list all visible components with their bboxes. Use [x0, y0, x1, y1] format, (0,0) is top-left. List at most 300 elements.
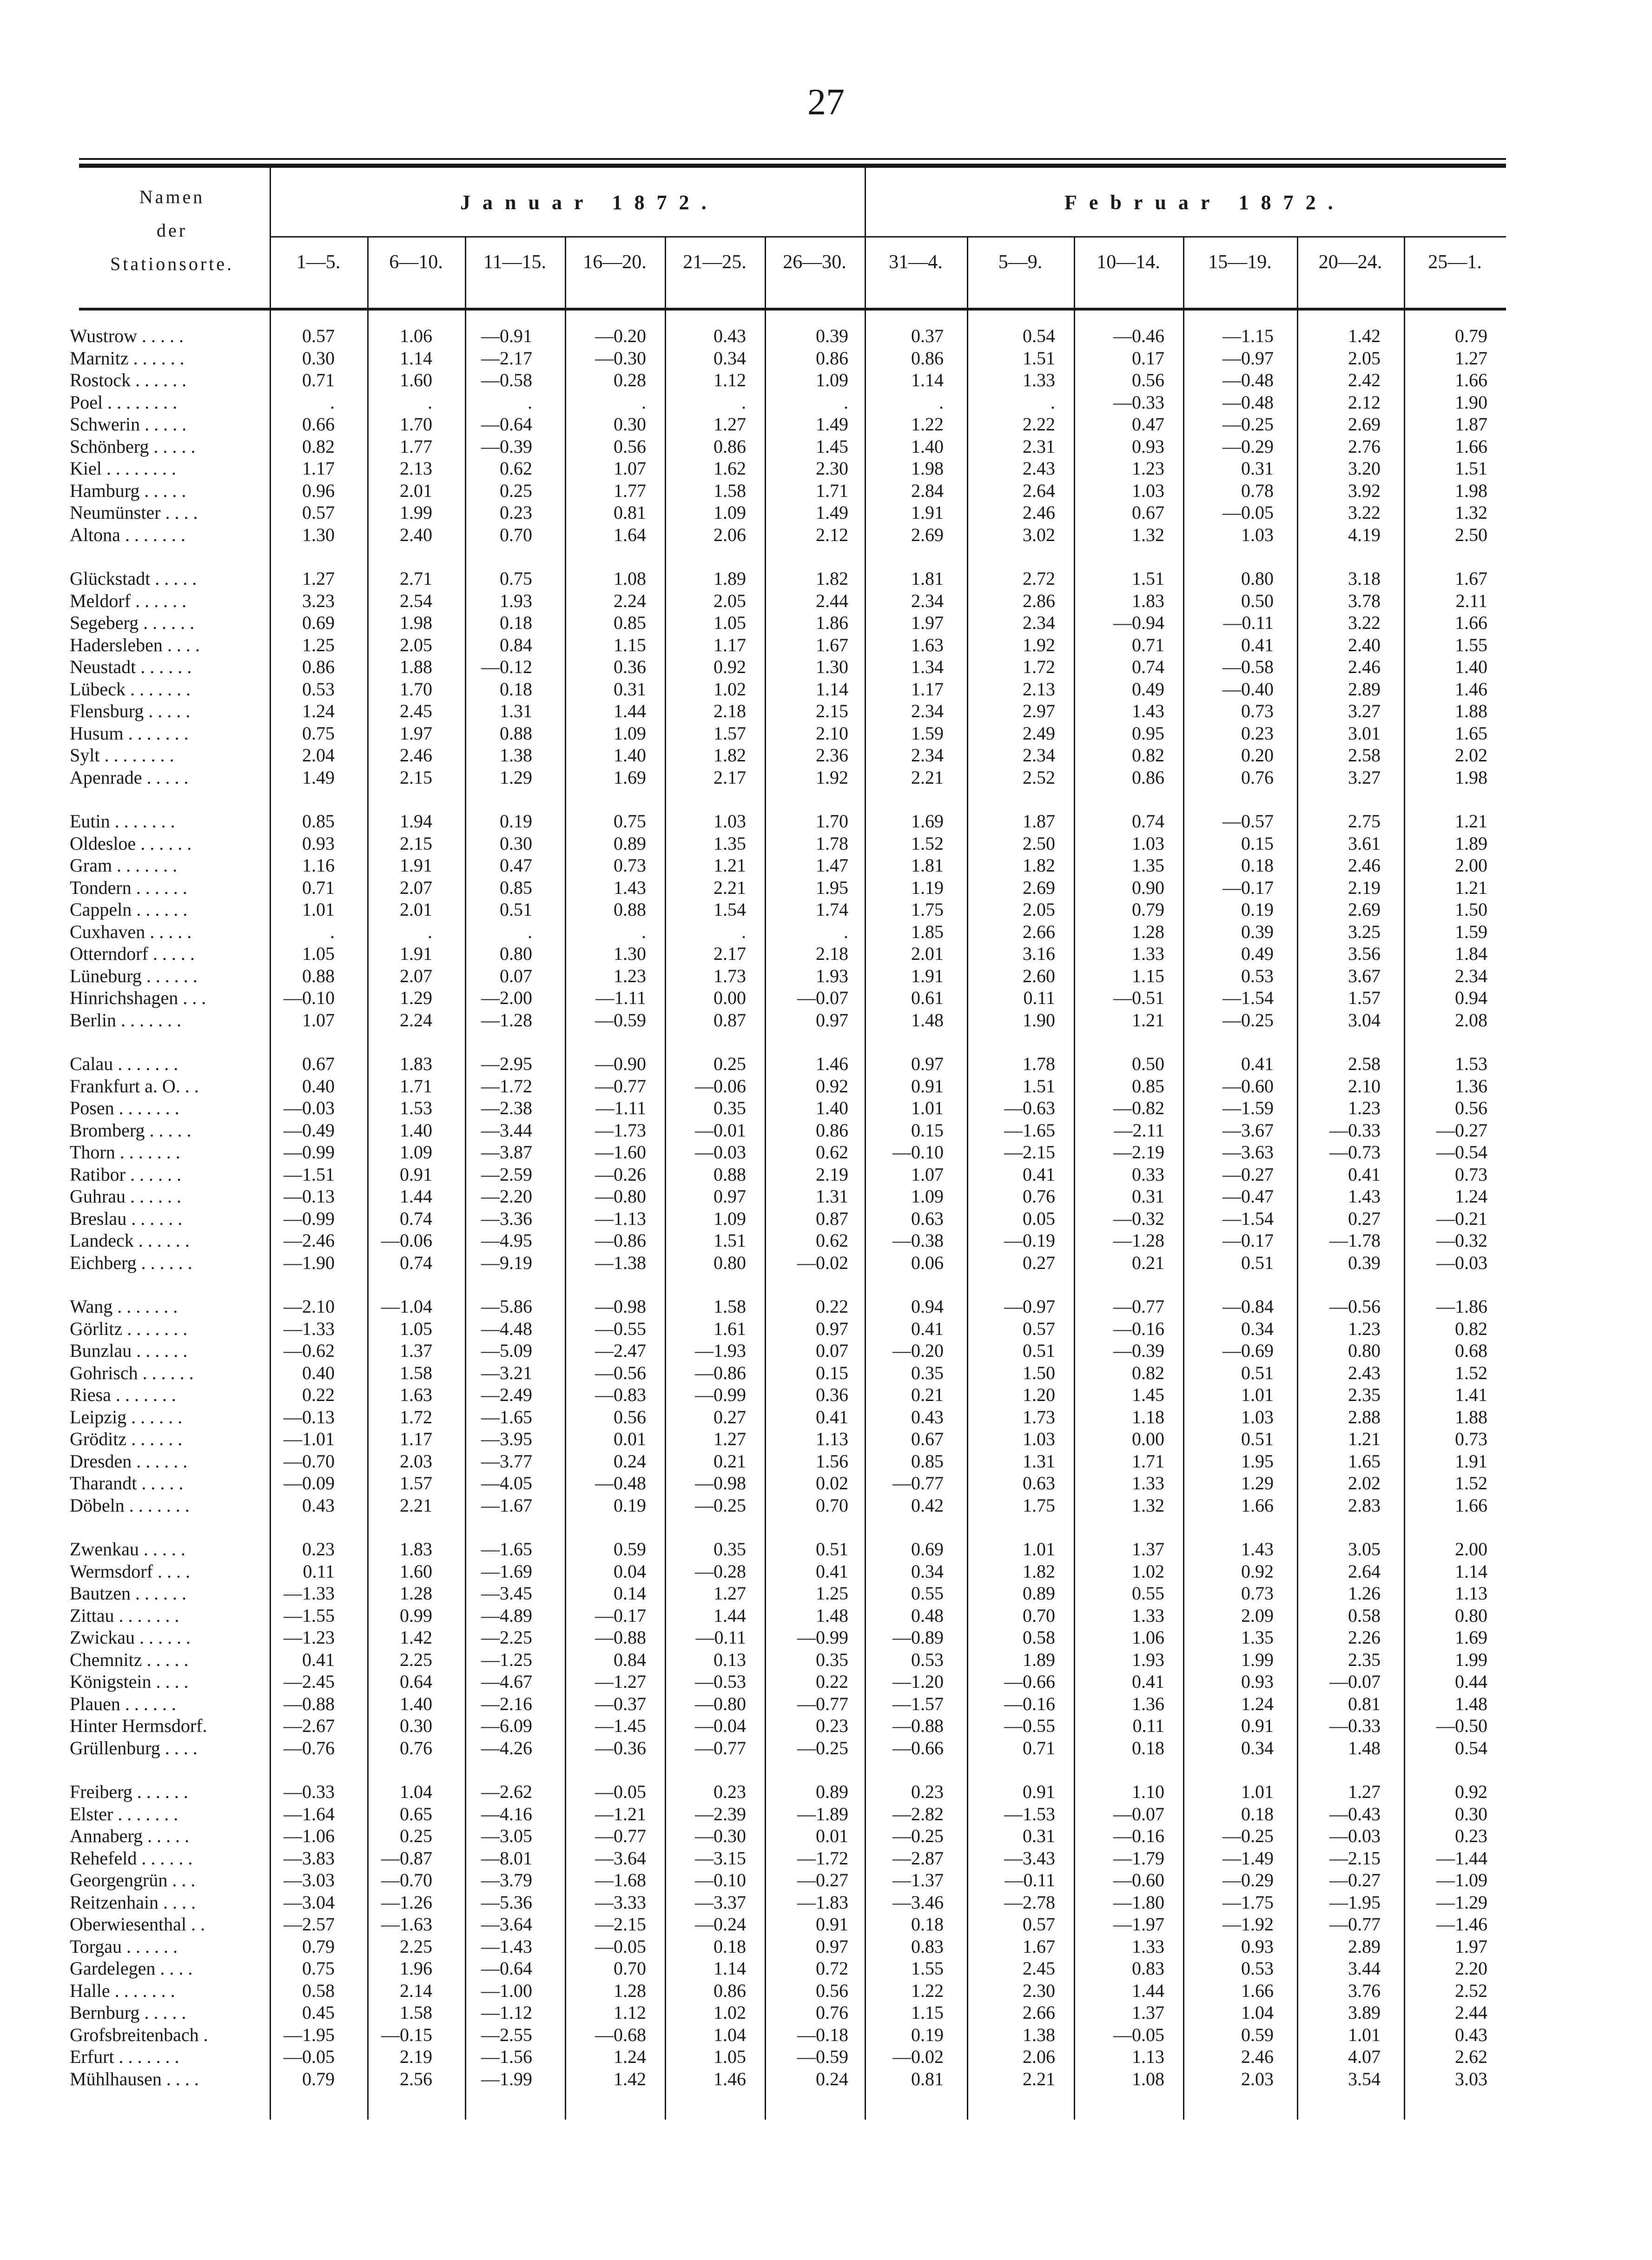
table-cell: 0.87 — [816, 1208, 848, 1229]
table-cell: —3.95 — [481, 1428, 532, 1449]
table-cell: —2.15 — [1004, 1142, 1055, 1163]
table-cell: 1.05 — [400, 1318, 432, 1339]
table-cell: —0.38 — [892, 1230, 944, 1251]
table-cell: 0.91 — [816, 1914, 848, 1935]
table-cell: 1.36 — [1132, 1693, 1164, 1714]
table-cell: —1.72 — [797, 1848, 848, 1869]
station-name: Bunzlau . . . . . . — [70, 1340, 188, 1361]
station-name: Wustrow . . . . . — [70, 325, 184, 346]
table-cell: —0.09 — [284, 1473, 335, 1493]
table-row — [0, 1561, 1652, 1582]
table-cell: 1.09 — [714, 502, 746, 523]
table-cell: 0.67 — [911, 1428, 944, 1449]
table-cell: 0.59 — [1241, 2024, 1274, 2045]
table-cell: 1.44 — [1132, 1980, 1164, 2001]
table-cell: 3.02 — [1023, 524, 1055, 545]
table-cell: —0.02 — [797, 1252, 848, 1273]
table-cell: —2.16 — [481, 1693, 532, 1714]
station-name: Apenrade . . . . . — [70, 767, 189, 788]
table-cell: —0.54 — [1436, 1142, 1487, 1163]
table-cell: —0.07 — [797, 987, 848, 1008]
table-cell: 2.64 — [1023, 480, 1055, 501]
table-cell: —0.97 — [1222, 348, 1274, 369]
table-cell: 0.92 — [1455, 1781, 1487, 1802]
table-cell: —3.04 — [284, 1892, 335, 1913]
table-cell: 0.94 — [1455, 987, 1487, 1008]
table-cell: —2.19 — [1113, 1142, 1164, 1163]
table-cell: 0.05 — [1023, 1208, 1055, 1229]
table-cell: 1.67 — [816, 634, 848, 655]
table-cell: 0.37 — [911, 325, 944, 346]
table-cell: 0.70 — [816, 1495, 848, 1516]
table-cell: 1.67 — [1455, 568, 1487, 589]
table-row — [0, 1120, 1652, 1141]
table-cell: —0.25 — [797, 1738, 848, 1758]
table-cell: 1.15 — [911, 2002, 944, 2023]
table-cell: 2.34 — [1023, 745, 1055, 766]
column-header: 16—20. — [583, 251, 647, 273]
table-cell: 1.01 — [1348, 2024, 1381, 2045]
table-row — [0, 767, 1652, 788]
table-cell: —0.88 — [284, 1693, 335, 1714]
table-cell: 0.51 — [1241, 1252, 1274, 1273]
table-cell: 1.50 — [1455, 899, 1487, 920]
table-cell: 0.92 — [714, 656, 746, 677]
table-cell: 0.43 — [911, 1407, 944, 1427]
table-cell: 0.90 — [1132, 877, 1164, 898]
station-name: Meldorf . . . . . . — [70, 590, 187, 611]
table-cell: 0.34 — [714, 348, 746, 369]
station-name: Tondern . . . . . . — [70, 877, 187, 898]
table-cell: 0.43 — [714, 325, 746, 346]
station-name: Georgengrün . . . — [70, 1870, 196, 1890]
table-cell: 0.89 — [816, 1781, 848, 1802]
table-cell: —0.16 — [1004, 1693, 1055, 1714]
table-row — [0, 2024, 1652, 2046]
station-name: Leipzig . . . . . . — [70, 1407, 183, 1427]
table-cell: 1.37 — [400, 1340, 432, 1361]
table-cell: —0.57 — [1222, 811, 1274, 832]
station-name: Gröditz . . . . . . — [70, 1428, 183, 1449]
table-cell: 0.79 — [1455, 325, 1487, 346]
table-cell: 0.07 — [500, 965, 532, 986]
table-cell: —0.39 — [1113, 1340, 1164, 1361]
station-name: Neustadt . . . . . . — [70, 656, 192, 677]
table-cell: 1.95 — [816, 877, 848, 898]
table-cell: —0.11 — [695, 1627, 746, 1648]
table-cell: . — [528, 392, 532, 413]
table-cell: 1.07 — [302, 1010, 335, 1031]
table-cell: —4.89 — [481, 1605, 532, 1626]
table-cell: 0.23 — [302, 1539, 335, 1560]
table-row — [0, 943, 1652, 965]
column-header: 11—15. — [483, 251, 546, 273]
table-cell: —4.48 — [481, 1318, 532, 1339]
table-cell: 1.35 — [1132, 855, 1164, 876]
table-cell: 0.55 — [1132, 1583, 1164, 1604]
table-cell: —1.99 — [481, 2068, 532, 2089]
table-cell: 0.74 — [1132, 656, 1164, 677]
table-cell: 0.74 — [1132, 811, 1164, 832]
table-cell: 1.47 — [816, 855, 848, 876]
table-cell: 0.44 — [1455, 1671, 1487, 1692]
table-cell: 2.44 — [816, 590, 848, 611]
table-row — [0, 1208, 1652, 1229]
table-cell: 1.81 — [911, 568, 944, 589]
table-cell: 0.80 — [714, 1252, 746, 1273]
table-cell: —1.46 — [1436, 1914, 1487, 1935]
table-cell: 1.05 — [302, 943, 335, 964]
table-cell: 2.04 — [302, 745, 335, 766]
station-name: Erfurt . . . . . . . — [70, 2046, 179, 2067]
table-cell: —0.66 — [892, 1738, 944, 1758]
table-cell: —0.77 — [797, 1693, 848, 1714]
table-cell: 0.75 — [614, 811, 646, 832]
station-name: Marnitz . . . . . . — [70, 348, 185, 369]
table-cell: —1.60 — [595, 1142, 646, 1163]
table-cell: 0.82 — [1132, 745, 1164, 766]
table-cell: 1.58 — [714, 1296, 746, 1317]
table-cell: 1.69 — [911, 811, 944, 832]
table-cell: —0.06 — [695, 1076, 746, 1097]
table-cell: 2.45 — [400, 700, 432, 721]
table-cell: 0.41 — [1132, 1671, 1164, 1692]
table-cell: 1.24 — [1455, 1186, 1487, 1207]
table-cell: 0.23 — [911, 1781, 944, 1802]
table-cell: . — [939, 392, 944, 413]
table-cell: —0.24 — [695, 1914, 746, 1935]
table-cell: —0.32 — [1113, 1208, 1164, 1229]
table-cell: 1.98 — [1455, 767, 1487, 788]
table-row — [0, 1605, 1652, 1626]
table-cell: 0.51 — [1241, 1362, 1274, 1383]
station-name: Sylt . . . . . . . . — [70, 745, 174, 766]
station-name: Breslau . . . . . . — [70, 1208, 183, 1229]
table-cell: 2.15 — [400, 833, 432, 854]
station-header-line1: Namen — [139, 186, 205, 207]
table-cell: . — [330, 392, 335, 413]
table-cell: —0.25 — [1222, 1010, 1274, 1031]
table-row — [0, 1804, 1652, 1825]
table-cell: 2.89 — [1348, 679, 1381, 700]
table-cell: —0.76 — [284, 1738, 335, 1758]
table-cell: 1.29 — [1241, 1473, 1274, 1493]
table-row — [0, 634, 1652, 656]
table-cell: 0.51 — [500, 899, 532, 920]
table-cell: —1.44 — [1436, 1848, 1487, 1869]
table-cell: —1.64 — [284, 1804, 335, 1824]
table-cell: 1.91 — [911, 965, 944, 986]
table-cell: 0.88 — [714, 1164, 746, 1185]
table-cell: —2.82 — [892, 1804, 944, 1824]
table-cell: 1.91 — [400, 943, 432, 964]
table-cell: 0.81 — [1348, 1693, 1381, 1714]
table-cell: 0.62 — [816, 1142, 848, 1163]
table-cell: 1.15 — [614, 634, 646, 655]
station-name: Hadersleben . . . . — [70, 634, 200, 655]
table-cell: 1.06 — [1132, 1627, 1164, 1648]
station-name: Schönberg . . . . . — [70, 436, 196, 457]
table-cell: 0.18 — [1132, 1738, 1164, 1758]
table-cell: —1.04 — [381, 1296, 432, 1317]
table-cell: —0.37 — [595, 1693, 646, 1714]
table-cell: 1.51 — [714, 1230, 746, 1251]
station-name: Hamburg . . . . . — [70, 480, 186, 501]
table-cell: 1.63 — [911, 634, 944, 655]
table-row — [0, 1980, 1652, 2002]
table-row — [0, 1428, 1652, 1450]
table-cell: 0.11 — [1023, 987, 1055, 1008]
table-cell: 0.41 — [816, 1407, 848, 1427]
table-cell: 1.71 — [816, 480, 848, 501]
table-cell: 1.27 — [714, 1428, 746, 1449]
table-cell: 1.98 — [911, 458, 944, 479]
table-cell: 1.72 — [1023, 656, 1055, 677]
table-cell: 0.35 — [816, 1649, 848, 1670]
table-cell: 0.81 — [911, 2068, 944, 2089]
table-cell: —0.53 — [695, 1671, 746, 1692]
table-cell: 0.40 — [302, 1362, 335, 1383]
table-cell: 0.00 — [714, 987, 746, 1008]
table-cell: 1.46 — [1455, 679, 1487, 700]
table-cell: 1.09 — [714, 1208, 746, 1229]
table-cell: —0.89 — [892, 1627, 944, 1648]
table-row — [0, 2002, 1652, 2023]
table-cell: 2.89 — [1348, 1936, 1381, 1957]
table-cell: —0.12 — [481, 656, 532, 677]
table-cell: —2.17 — [481, 348, 532, 369]
table-cell: —6.09 — [481, 1715, 532, 1736]
table-cell: 0.92 — [1241, 1561, 1274, 1582]
table-cell: 1.66 — [1455, 436, 1487, 457]
table-cell: —0.64 — [481, 414, 532, 435]
table-cell: 1.40 — [911, 436, 944, 457]
table-cell: 3.54 — [1348, 2068, 1381, 2089]
table-cell: 1.43 — [1348, 1186, 1381, 1207]
table-cell: 1.77 — [614, 480, 646, 501]
table-cell: 1.74 — [816, 899, 848, 920]
table-cell: 1.36 — [1455, 1076, 1487, 1097]
table-cell: —0.16 — [1113, 1318, 1164, 1339]
table-cell: 0.18 — [500, 612, 532, 633]
table-cell: 1.48 — [911, 1010, 944, 1031]
table-cell: 2.08 — [1455, 1010, 1487, 1031]
table-cell: —0.46 — [1113, 325, 1164, 346]
table-cell: —1.79 — [1113, 1848, 1164, 1869]
table-cell: 0.73 — [1241, 1583, 1274, 1604]
station-name: Elster . . . . . . . — [70, 1804, 178, 1824]
table-cell: —0.58 — [1222, 656, 1274, 677]
table-cell: 0.28 — [614, 370, 646, 390]
table-cell: 0.47 — [1132, 414, 1164, 435]
table-cell: 2.76 — [1348, 436, 1381, 457]
table-cell: 1.19 — [911, 877, 944, 898]
table-cell: —4.26 — [481, 1738, 532, 1758]
table-cell: 0.80 — [1455, 1605, 1487, 1626]
table-cell: —0.05 — [1222, 502, 1274, 523]
table-cell: 1.93 — [500, 590, 532, 611]
station-name: Otterndorf . . . . . — [70, 943, 195, 964]
table-row — [0, 700, 1652, 722]
table-cell: 2.03 — [400, 1451, 432, 1472]
table-cell: 0.86 — [816, 1120, 848, 1141]
table-cell: 0.39 — [1241, 921, 1274, 942]
table-cell: 1.03 — [1132, 833, 1164, 854]
table-cell: 1.27 — [714, 1583, 746, 1604]
table-cell: —1.06 — [284, 1825, 335, 1846]
station-name: Reitzenhain . . . . — [70, 1892, 196, 1913]
table-cell: —0.77 — [1329, 1914, 1381, 1935]
table-cell: 0.25 — [500, 480, 532, 501]
table-cell: 2.10 — [816, 723, 848, 744]
table-cell: —0.99 — [695, 1384, 746, 1405]
station-name: Eichberg . . . . . . — [70, 1252, 192, 1273]
station-name: Wermsdorf . . . . — [70, 1561, 190, 1582]
table-cell: 1.23 — [1348, 1097, 1381, 1118]
table-cell: —2.20 — [481, 1186, 532, 1207]
table-cell: 0.85 — [911, 1451, 944, 1472]
table-cell: —0.80 — [595, 1186, 646, 1207]
table-row — [0, 1362, 1652, 1384]
table-cell: 1.04 — [1241, 2002, 1274, 2023]
table-cell: 1.82 — [714, 745, 746, 766]
table-cell: 2.34 — [911, 590, 944, 611]
table-cell: 0.82 — [302, 436, 335, 457]
table-cell: 1.43 — [614, 877, 646, 898]
table-row — [0, 656, 1652, 678]
table-cell: 1.07 — [911, 1164, 944, 1185]
table-cell: 2.69 — [1023, 877, 1055, 898]
table-cell: 0.59 — [614, 1539, 646, 1560]
table-cell: 2.60 — [1023, 965, 1055, 986]
table-cell: 0.51 — [1023, 1340, 1055, 1361]
table-cell: 1.75 — [911, 899, 944, 920]
table-cell: —1.27 — [595, 1671, 646, 1692]
table-cell: 1.40 — [1455, 656, 1487, 677]
table-cell: 2.18 — [714, 700, 746, 721]
table-cell: 2.21 — [1023, 2068, 1055, 2089]
table-cell: 1.41 — [1455, 1384, 1487, 1405]
table-cell: 2.21 — [400, 1495, 432, 1516]
table-cell: 2.62 — [1455, 2046, 1487, 2067]
table-cell: —1.11 — [595, 987, 646, 1008]
table-row — [0, 723, 1652, 744]
table-cell: 1.17 — [400, 1428, 432, 1449]
table-cell: —1.68 — [595, 1870, 646, 1890]
table-cell: 0.88 — [614, 899, 646, 920]
table-cell: 2.03 — [1241, 2068, 1274, 2089]
table-cell: 0.97 — [911, 1053, 944, 1074]
table-cell: 1.33 — [1132, 1473, 1164, 1493]
table-cell: 2.00 — [1455, 1539, 1487, 1560]
station-name: Thorn . . . . . . . — [70, 1142, 180, 1163]
table-cell: 2.43 — [1023, 458, 1055, 479]
table-cell: 1.14 — [714, 1958, 746, 1979]
table-cell: 2.01 — [911, 943, 944, 964]
table-cell: 0.34 — [911, 1561, 944, 1582]
table-cell: —2.46 — [284, 1230, 335, 1251]
table-cell: —2.25 — [481, 1627, 532, 1648]
station-header-line2: der — [156, 220, 188, 241]
table-cell: 1.62 — [714, 458, 746, 479]
table-cell: 1.63 — [400, 1384, 432, 1405]
table-cell: 2.26 — [1348, 1627, 1381, 1648]
table-cell: 1.66 — [1455, 612, 1487, 633]
table-cell: —0.33 — [1329, 1715, 1381, 1736]
table-cell: —1.33 — [284, 1318, 335, 1339]
table-cell: 0.50 — [1241, 590, 1274, 611]
table-cell: 0.87 — [714, 1010, 746, 1031]
table-cell: —1.78 — [1329, 1230, 1381, 1251]
table-cell: —0.77 — [1113, 1296, 1164, 1317]
table-cell: 2.20 — [1455, 1958, 1487, 1979]
table-cell: 0.92 — [816, 1076, 848, 1097]
table-cell: 1.92 — [1023, 634, 1055, 655]
table-cell: 1.02 — [1132, 1561, 1164, 1582]
table-cell: —1.65 — [481, 1539, 532, 1560]
table-cell: 0.21 — [1132, 1252, 1164, 1273]
table-cell: —1.33 — [284, 1583, 335, 1604]
table-cell: 1.21 — [1132, 1010, 1164, 1031]
table-cell: 1.88 — [1455, 700, 1487, 721]
table-cell: 0.83 — [911, 1936, 944, 1957]
table-cell: 1.90 — [1455, 392, 1487, 413]
table-cell: 2.52 — [1455, 1980, 1487, 2001]
column-header: 5—9. — [998, 251, 1043, 273]
table-cell: 0.21 — [714, 1451, 746, 1472]
table-cell: 3.25 — [1348, 921, 1381, 942]
table-cell: —1.53 — [1004, 1804, 1055, 1824]
station-name: Hinter Hermsdorf. — [70, 1715, 207, 1736]
table-cell: 1.08 — [1132, 2068, 1164, 2089]
table-cell: —0.60 — [1113, 1870, 1164, 1890]
table-cell: —0.19 — [1004, 1230, 1055, 1251]
table-cell: 1.27 — [1348, 1781, 1381, 1802]
station-name: Rehefeld . . . . . . — [70, 1848, 193, 1869]
table-cell: 0.79 — [1132, 899, 1164, 920]
table-cell: —5.36 — [481, 1892, 532, 1913]
table-cell: —1.20 — [892, 1671, 944, 1692]
table-cell: 0.30 — [302, 348, 335, 369]
table-cell: 1.66 — [1455, 370, 1487, 390]
table-cell: 0.20 — [1241, 745, 1274, 766]
table-cell: 1.48 — [1455, 1693, 1487, 1714]
station-name: Berlin . . . . . . . — [70, 1010, 181, 1031]
table-cell: 0.45 — [302, 2002, 335, 2023]
table-cell: 1.83 — [400, 1539, 432, 1560]
table-cell: —2.59 — [481, 1164, 532, 1185]
table-cell: —0.33 — [284, 1781, 335, 1802]
table-cell: 0.41 — [911, 1318, 944, 1339]
table-cell: 0.56 — [1132, 370, 1164, 390]
table-row — [0, 480, 1652, 502]
table-cell: —1.54 — [1222, 987, 1274, 1008]
table-cell: 2.69 — [1348, 899, 1381, 920]
table-cell: 0.18 — [500, 679, 532, 700]
table-cell: 0.50 — [1132, 1053, 1164, 1074]
table-cell: —0.25 — [695, 1495, 746, 1516]
table-cell: 2.66 — [1023, 921, 1055, 942]
table-cell: 0.57 — [1023, 1914, 1055, 1935]
table-cell: 1.24 — [614, 2046, 646, 2067]
table-cell: 1.13 — [816, 1428, 848, 1449]
table-cell: 2.50 — [1023, 833, 1055, 854]
table-cell: —5.86 — [481, 1296, 532, 1317]
table-cell: 2.46 — [1023, 502, 1055, 523]
table-cell: —2.87 — [892, 1848, 944, 1869]
table-cell: —9.19 — [481, 1252, 532, 1273]
table-cell: 1.98 — [1455, 480, 1487, 501]
